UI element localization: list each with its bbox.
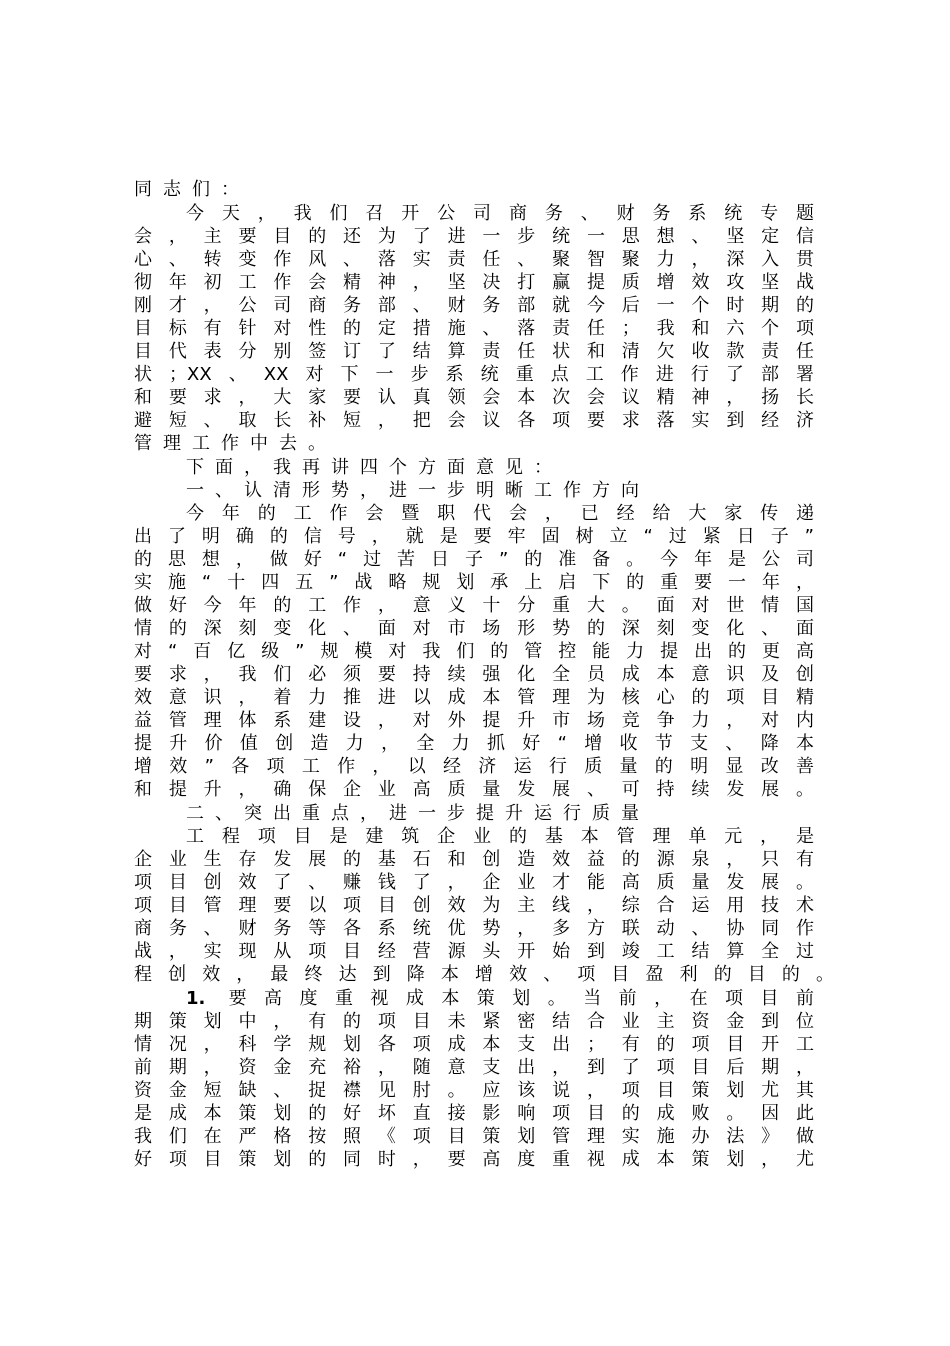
text-line: 避短、取长补短，把会议各项要求落实到经济 xyxy=(134,410,814,431)
salutation: 同志们： xyxy=(134,179,250,200)
text-line: 好项目策划的同时，要高度重视成本策划，尤 xyxy=(134,1149,814,1170)
text-line: 和提升，确保企业高质量发展、可持续发展。 xyxy=(134,779,814,800)
text-line: 心、转变作风、落实责任、聚智聚力，深入贯 xyxy=(134,249,814,270)
item-1-line xyxy=(186,987,814,1010)
text-line: 目代表分别签订了结算责任状和清欠收款责任 xyxy=(134,341,814,362)
text-line: 状；XX、XX对下一步系统重点工作进行了部署 xyxy=(134,364,814,385)
text-line: 今年的工作会暨职代会，已经给大家传递 xyxy=(186,503,814,524)
text-line: 要求，我们必须要持续强化全员成本意识及创 xyxy=(134,664,814,685)
text-line: 战，实现从项目经营源头开始到竣工结算全过 xyxy=(134,941,814,962)
text-line: 项目管理要以项目创效为主线，综合运用技术 xyxy=(134,895,814,916)
text-line: 企业生存发展的基石和创造效益的源泉，只有 xyxy=(134,849,814,870)
text-line: 期策划中，有的项目未紧密结合业主资金到位 xyxy=(134,1011,814,1032)
text-line: 前期，资金充裕，随意支出，到了项目后期， xyxy=(134,1057,814,1078)
text-line: 刚才，公司商务部、财务部就今后一个时期的 xyxy=(134,295,814,316)
text-line: 对“百亿级”规模对我们的管控能力提出的更高 xyxy=(134,641,814,662)
text-line: 程创效，最终达到降本增效、项目盈利的目的。 xyxy=(134,964,834,985)
item-number: 1. xyxy=(186,988,206,1009)
text-line: 我们在严格按照《项目策划管理实施办法》做 xyxy=(134,1126,814,1147)
section-heading-1: 一、认清形势，进一步明晰工作方向 xyxy=(186,480,650,501)
text-line: 实施“十四五”战略规划承上启下的重要一年， xyxy=(134,572,814,593)
text-line: 出了明确的信号，就是要牢固树立“过紧日子” xyxy=(134,526,814,547)
text-line: 目标有针对性的定措施、落责任；我和六个项 xyxy=(134,318,814,339)
text-line: 和要求，大家要认真领会本次会议精神，扬长 xyxy=(134,387,814,408)
text-line: 提升价值创造力，全力抓好“增收节支、降本 xyxy=(134,733,814,754)
text-line: 工程项目是建筑企业的基本管理单元，是 xyxy=(186,826,814,847)
text-line: 增效”各项工作，以经济运行质量的明显改善 xyxy=(134,756,814,777)
text-line: 今天，我们召开公司商务、财务系统专题 xyxy=(186,203,814,224)
item-1-text: 要高度重视成本策划。当前，在项目前 xyxy=(228,988,814,1009)
text-line: 资金短缺、捉襟见肘。应该说，项目策划尤其 xyxy=(134,1080,814,1101)
text-line: 彻年初工作会精神，坚决打赢提质增效攻坚战 xyxy=(134,272,814,293)
text-line: 益管理体系建设，对外提升市场竞争力，对内 xyxy=(134,710,814,731)
text-line: 做好今年的工作，意义十分重大。面对世情国 xyxy=(134,595,814,616)
section-heading-2: 二、突出重点，进一步提升运行质量 xyxy=(186,803,650,824)
text-line: 是成本策划的好坏直接影响项目的成败。因此 xyxy=(134,1103,814,1124)
text-line: 的思想，做好“过苦日子”的准备。今年是公司 xyxy=(134,549,814,570)
text-line: 管理工作中去。 xyxy=(134,433,337,454)
text-line: 效意识，着力推进以成本管理为核心的项目精 xyxy=(134,687,814,708)
text-line: 情况，科学规划各项成本支出；有的项目开工 xyxy=(134,1034,814,1055)
text-line: 情的深刻变化、面对市场形势的深刻变化、面 xyxy=(134,618,814,639)
text-line: 下面，我再讲四个方面意见： xyxy=(186,457,563,478)
text-line: 会，主要目的还为了进一步统一思想、坚定信 xyxy=(134,226,814,247)
text-line: 项目创效了、赚钱了，企业才能高质量发展。 xyxy=(134,872,814,893)
text-line: 商务、财务等各系统优势，多方联动、协同作 xyxy=(134,918,814,939)
